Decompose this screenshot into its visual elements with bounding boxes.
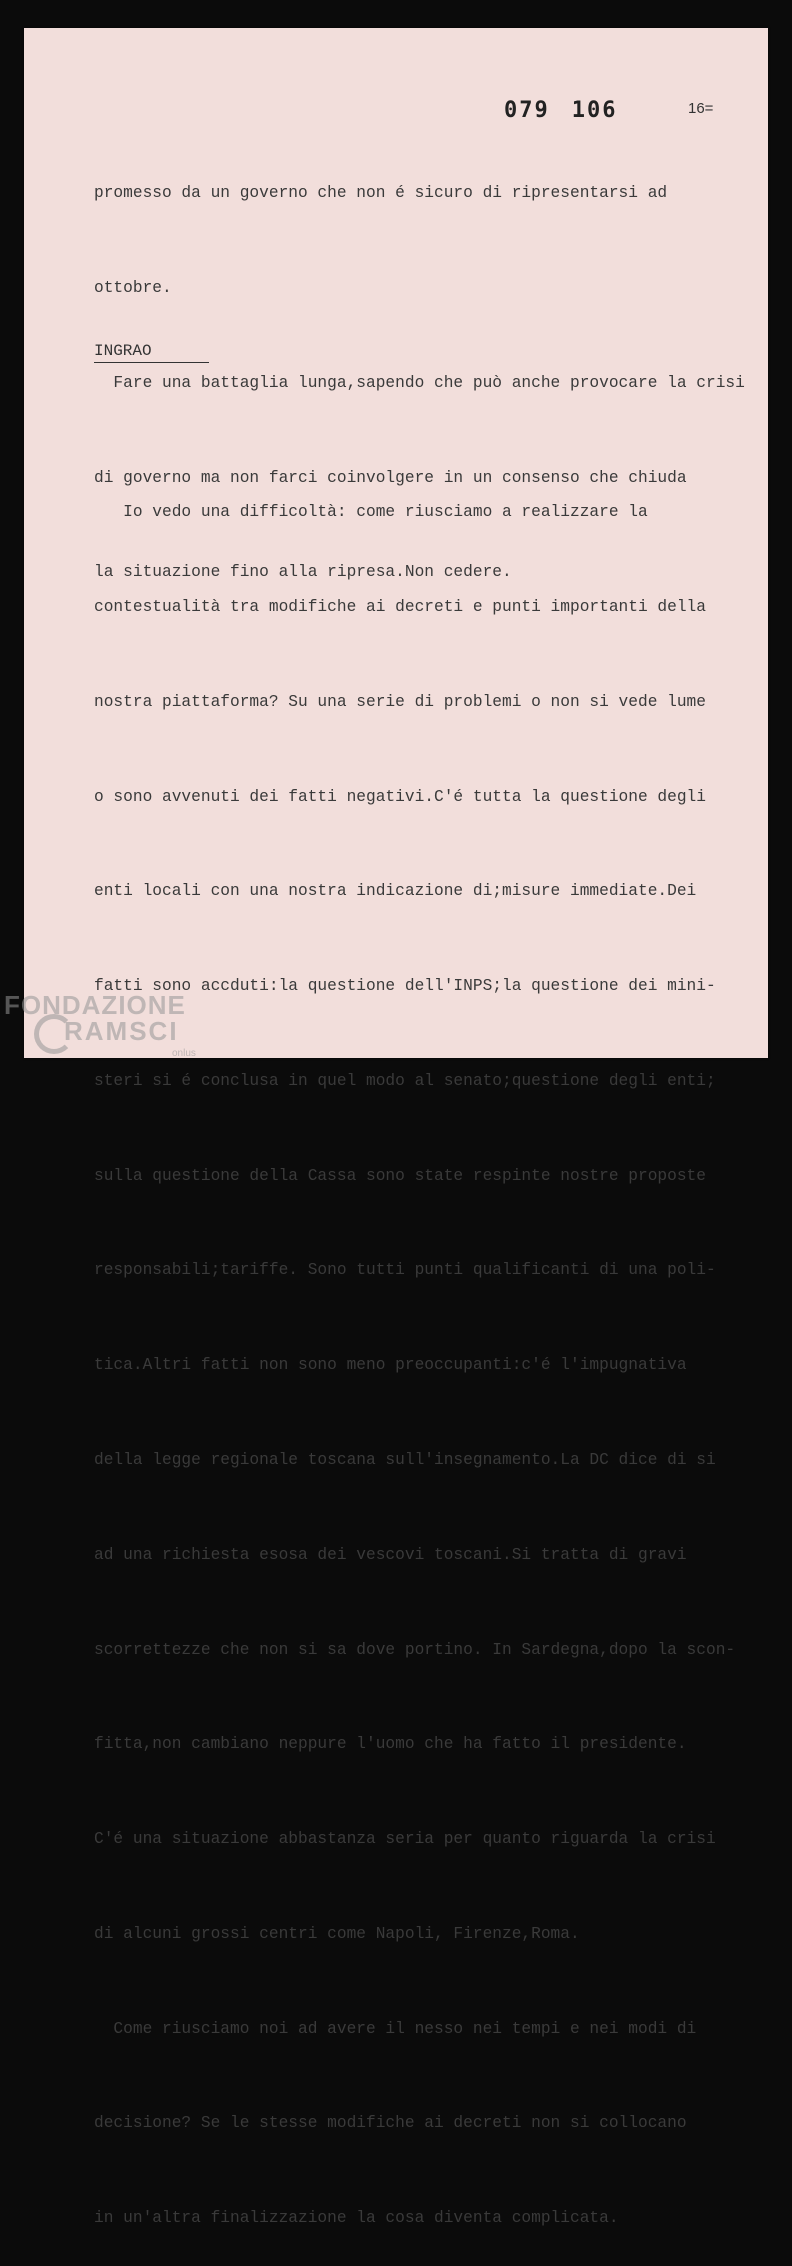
text-line: in un'altra finalizzazione la cosa diventa complicata. [94,2209,619,2228]
text-line: Come riusciamo noi ad avere il nesso nei tempi e nei modi di [94,2019,697,2038]
text-line: tica.Altri fatti non sono meno preoccupanti:c'é l'impugnativa [94,1356,687,1375]
text-line: Io vedo una difficoltà: come riusciamo a realizzare la [94,503,648,522]
text-line: ad una richiesta esosa dei vescovi toscani.Si tratta di gravi [94,1545,687,1564]
text-line: fatti sono accduti:la questione dell'INPS;la questione dei mini- [94,977,716,996]
text-line: la situazione fino alla ripresa.Non cedere. [94,563,512,582]
watermark-line2: RAMSCI [64,1016,179,1046]
text-line: della legge regionale toscana sull'insegnamento.La DC dice di si [94,1451,716,1469]
page-number: 16= [688,100,714,117]
text-line: nostra piattaforma? Su una serie di problemi o non si vede lume [94,692,706,711]
watermark-line1: FONDAZIONE [4,990,186,1020]
speaker-heading: INGRAO [94,342,152,360]
text-line: di governo ma non farci coinvolgere in un consenso che chiuda [94,468,687,487]
text-line: contestualità tra modifiche ai decreti e punti importanti della [94,597,706,616]
text-line: responsabili;tariffe. Sono tutti punti qualificanti di una poli- [94,1261,716,1280]
text-line: sulla questione della Cassa sono state respinte nostre proposte [94,1166,706,1185]
stamp-left: 079 [504,98,550,123]
watermark-suffix: onlus [172,1048,196,1059]
text-line: di alcuni grossi centri come Napoli, Firenze,Roma. [94,1924,580,1943]
text-line: Fare una battaglia lunga,sapendo che può anche provocare la crisi [94,373,745,392]
stamp-right: 106 [571,98,618,123]
text-line: enti locali con una nostra indicazione di;misure immediate.Dei [94,882,697,901]
text-line: promesso da un governo che non é sicuro di ripresentarsi ad [94,184,668,203]
text-line: steri si é conclusa in quel modo al senato;questione degli enti; [94,1071,716,1090]
text-line: o sono avvenuti dei fatti negativi.C'é tutta la questione degli [94,787,706,806]
text-line: ottobre. [94,278,172,297]
text-line: decisione? Se le stesse modifiche ai decreti non si collocano [94,2114,687,2133]
text-line: scorrettezze che non si sa dove portino. In Sardegna,dopo la scon- [94,1640,736,1659]
text-line: C'é una situazione abbastanza seria per quanto riguarda la crisi [94,1830,716,1849]
text-line: fitta,non cambiano neppure l'uomo che ha fatto il presidente. [94,1735,687,1754]
speaker-underline [94,362,209,363]
paragraph-main [94,434,744,2266]
